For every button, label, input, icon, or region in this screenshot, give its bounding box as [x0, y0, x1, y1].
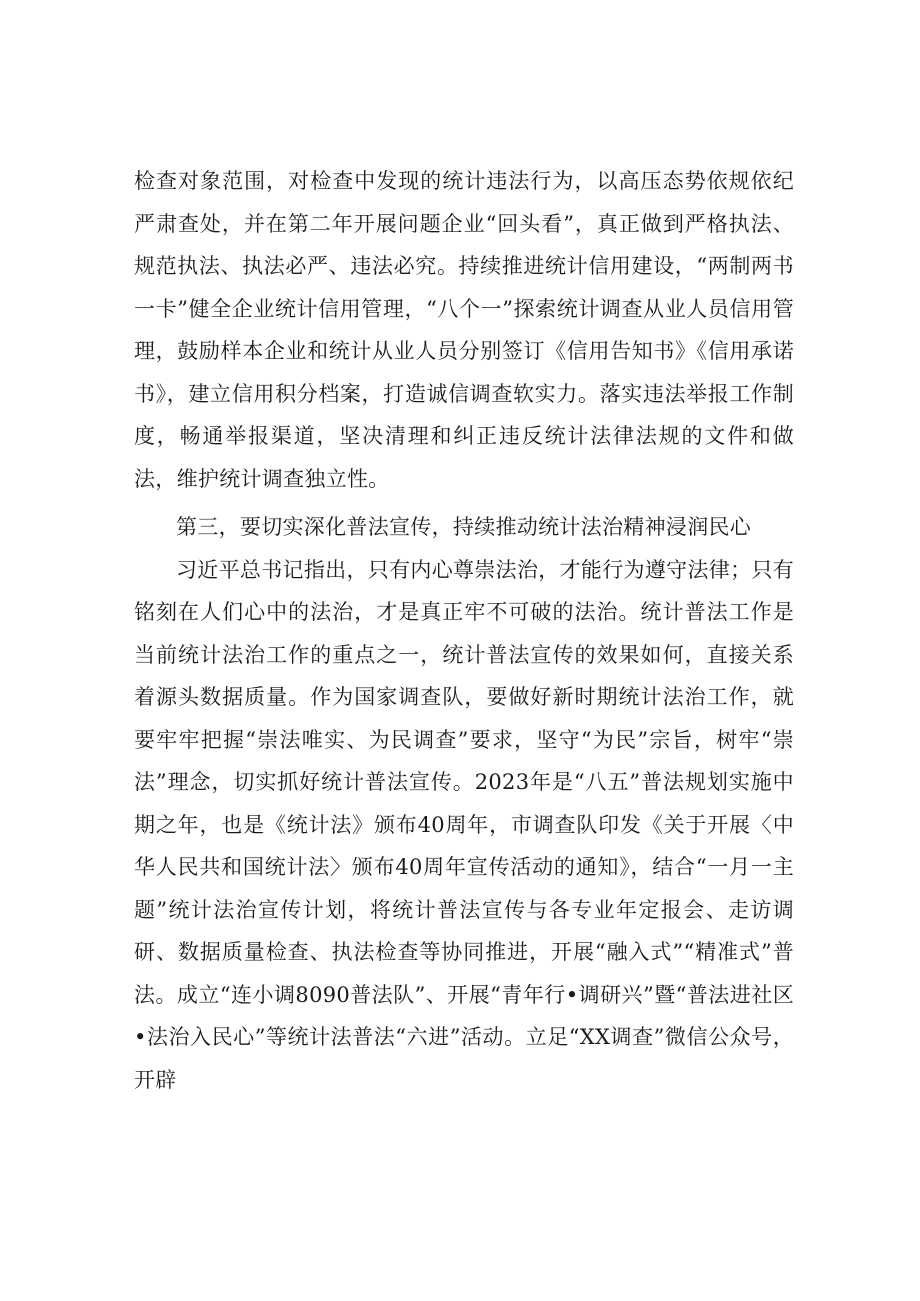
paragraph-statistical-credit: 检查对象范围，对检查中发现的统计违法行为，以高压态势依规依纪严肃查处，并在第二年开展问题企业“回头看”，真正做到严格执法、规范执法、执法必严、违法必究。持续推进统计信用建设，“两制两书一卡”健全企业统计信用管理，“八个一”探索统计调查从业人员信用管理，鼓励样本企业和统计从业人员分别签订《信用告知书》《信用承诺书》，建立信用积分档案，打造诚信调查软实力。落实违法举报工作制度，畅通举报渠道，坚决清理和纠正违反统计法律法规的文件和做法，维护统计调查独立性。 — [134, 169, 794, 491]
paragraph-gap — [134, 500, 794, 503]
section-heading-legal-publicity: 第三，要切实深化普法宣传，持续推动统计法治精神浸润民心 — [176, 515, 752, 539]
paragraph-legal-publicity: 习近平总书记指出，只有内心尊崇法治，才能行为遵守法律；只有铭刻在人们心中的法治，才是真正牢不可破的法治。统计普法工作是当前统计法治工作的重点之一，统计普法宣传的效果如何，直接关系着源头数据质量。作为国家调查队，要做好新时期统计法治工作，就要牢牢把握“崇法唯实、为民调查”要求，坚守“为民”宗旨，树牢“崇法”理念，切实抓好统计普法宣传。2023年是“八五”普法规划实施中期之年，也是《统计法》颁布40周年，市调查队印发《关于开展〈中华人民共和国统计法〉颁布40周年宣传活动的通知》，结合“一月一主题”统计法治宣传计划，将统计普法宣传与各专业年定报会、走访调研、数据质量检查、执法检查等协同推进，开展“融入式”“精准式”普法。成立“连小调8090普法队”、开展“青年行•调研兴”暨“普法进社区•法治入民心”等统计法普法“六进”活动。立足“XX调查”微信公众号，开辟 — [134, 557, 794, 1092]
document-body — [134, 160, 794, 1101]
